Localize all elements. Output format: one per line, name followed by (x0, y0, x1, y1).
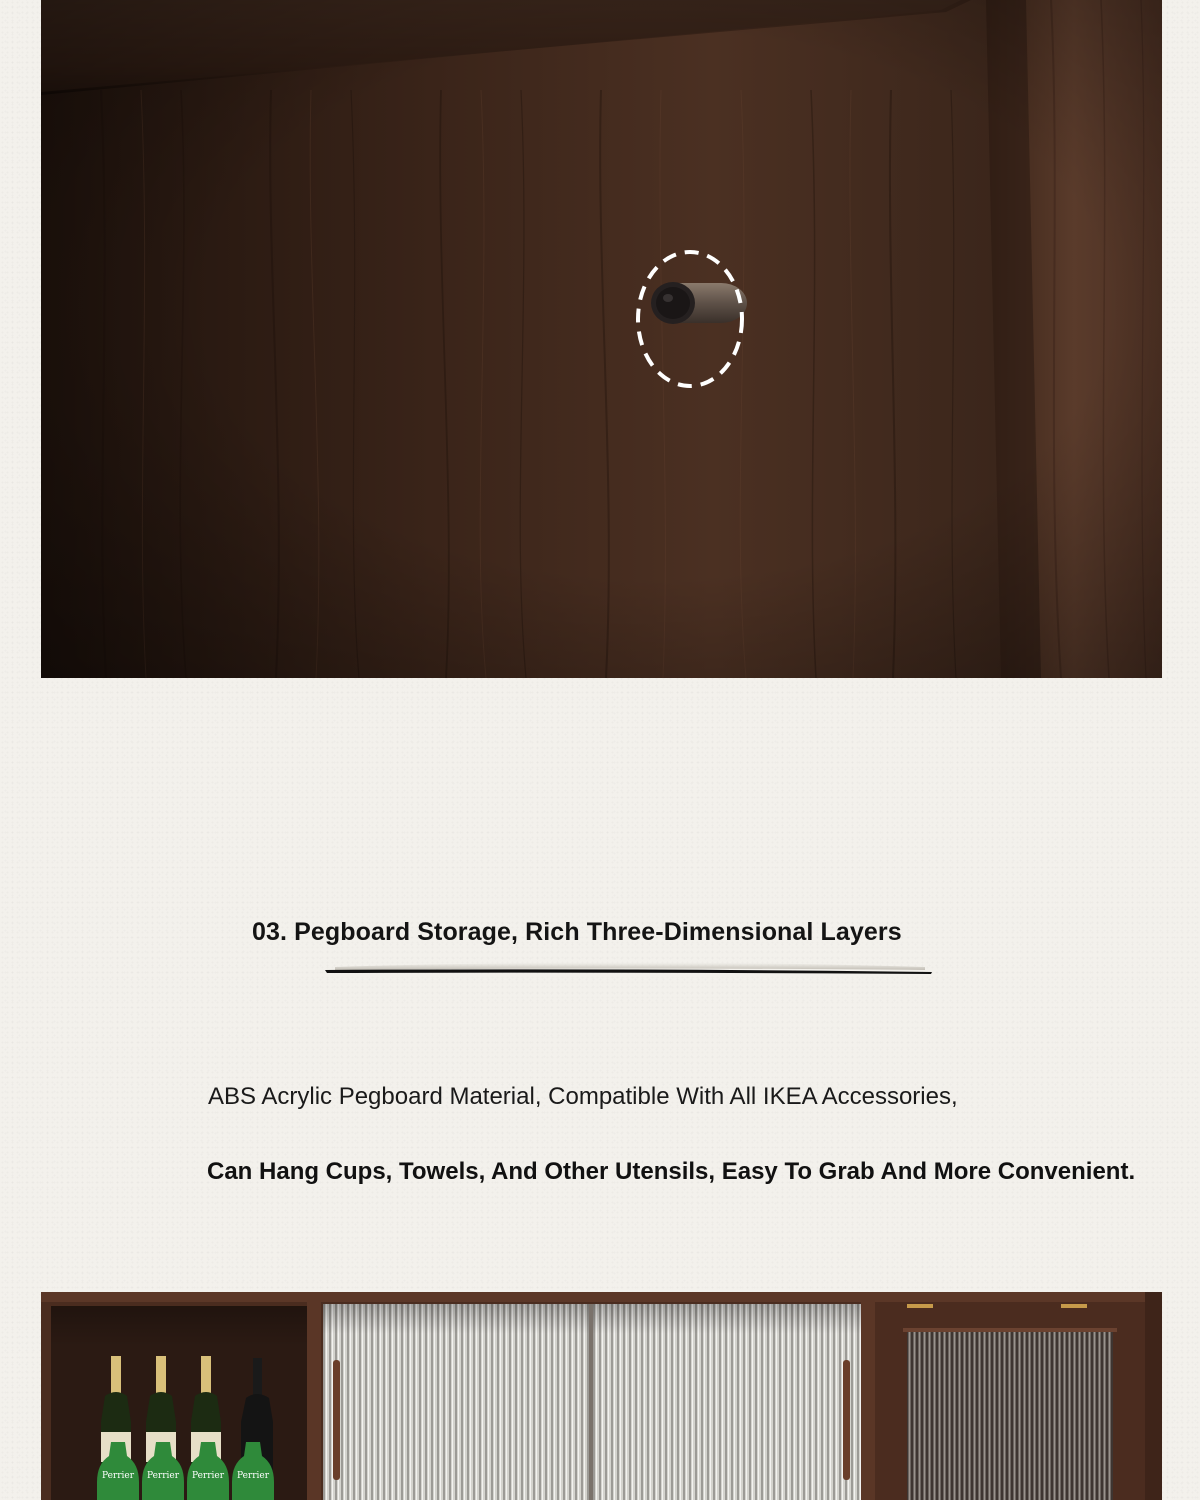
cabinet-closeup-illustration (41, 0, 1162, 678)
hinge (907, 1304, 933, 1308)
bottle-label: Perrier (236, 1471, 270, 1481)
door-handle (333, 1360, 340, 1480)
description-line-1: ABS Acrylic Pegboard Material, Compatible With All IKEA Accessories, (208, 1083, 958, 1110)
hinge (1061, 1304, 1087, 1308)
bottle-label: Perrier (191, 1471, 225, 1481)
sideboard-photo (41, 1292, 1162, 1500)
bottle-label: Perrier (146, 1471, 180, 1481)
cabinet-closeup-photo (41, 0, 1162, 678)
shelf-pin (651, 282, 747, 324)
description-line-2: Can Hang Cups, Towels, And Other Utensils, Easy To Grab And More Convenient. (207, 1158, 1136, 1185)
heading-underline (325, 958, 935, 978)
bottle-label: Perrier (101, 1471, 135, 1481)
section-heading: 03. Pegboard Storage, Rich Three-Dimensional Layers (252, 918, 902, 946)
sideboard-illustration (41, 1292, 1162, 1500)
door-handle (843, 1360, 850, 1480)
